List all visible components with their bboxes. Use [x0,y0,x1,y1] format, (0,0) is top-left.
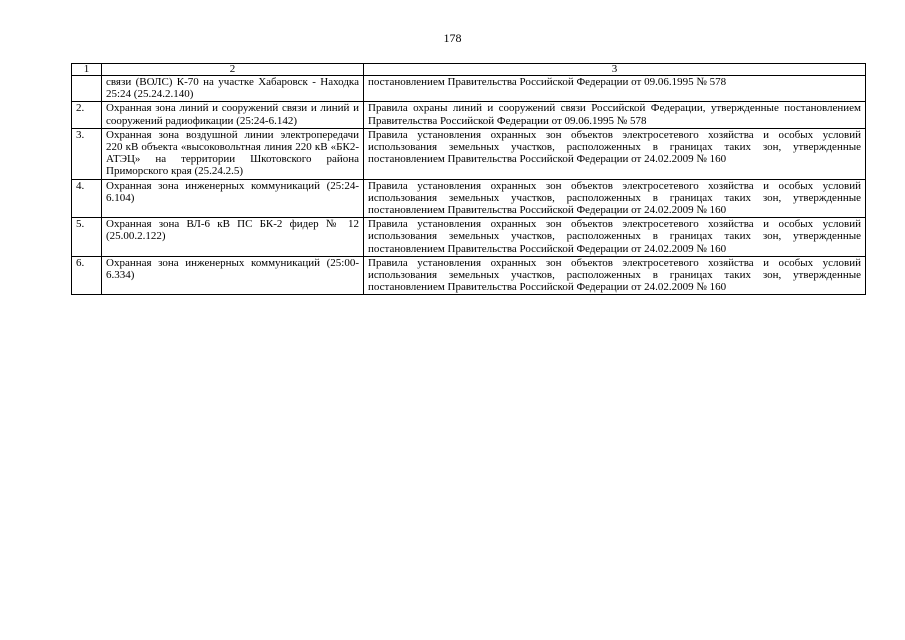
row-number: 4. [72,179,102,218]
table-row [72,256,866,295]
column-header-1: 1 [72,64,102,76]
row-number: 6. [72,256,102,295]
zones-table [71,63,866,295]
zone-name-cell: Охранная зона инженерных коммуникаций (25:24-6.104) [102,179,364,218]
legal-basis-cell: постановлением Правительства Российской Федерации от 09.06.1995 № 578 [364,76,866,102]
table-row [72,218,866,257]
legal-basis-cell: Правила установления охранных зон объектов электросетевого хозяйства и особых условий использования земельных участков, расположенных в границах таких зон, утвержденные постановлением Правительства Российской Федерации от 24.02.2009 № 160 [364,218,866,257]
table-row [72,102,866,128]
zone-name-cell: Охранная зона воздушной линии электропередачи 220 кВ объекта «высоковольтная линия 220 кВ «БК2-АТЭЦ» на территории Шкотовского района Приморского края (25.24.2.5) [102,128,364,179]
row-number [72,76,102,102]
zone-name-cell: связи (ВОЛС) К-70 на участке Хабаровск - Находка 25:24 (25.24.2.140) [102,76,364,102]
zone-name-cell: Охранная зона инженерных коммуникаций (25:00-6.334) [102,256,364,295]
column-header-2: 2 [102,64,364,76]
legal-basis-cell: Правила охраны линий и сооружений связи Российской Федерации, утвержденные постановлением Правительства Российской Федерации от 09.06.1995 № 578 [364,102,866,128]
table-row [72,179,866,218]
row-number: 5. [72,218,102,257]
table-row [72,128,866,179]
table-row [72,76,866,102]
table-header-row [72,64,866,76]
zone-name-cell: Охранная зона линий и сооружений связи и линий и сооружений радиофикации (25:24-6.142) [102,102,364,128]
column-header-3: 3 [364,64,866,76]
row-number: 2. [72,102,102,128]
page-number: 178 [443,31,462,45]
legal-basis-cell: Правила установления охранных зон объектов электросетевого хозяйства и особых условий использования земельных участков, расположенных в границах таких зон, утвержденные постановлением Правительства Российской Федерации от 24.02.2009 № 160 [364,256,866,295]
zone-name-cell: Охранная зона ВЛ-6 кВ ПС БК-2 фидер № 12 (25.00.2.122) [102,218,364,257]
legal-basis-cell: Правила установления охранных зон объектов электросетевого хозяйства и особых условий использования земельных участков, расположенных в границах таких зон, утвержденные постановлением Правительства Российской Федерации от 24.02.2009 № 160 [364,179,866,218]
legal-basis-cell: Правила установления охранных зон объектов электросетевого хозяйства и особых условий использования земельных участков, расположенных в границах таких зон, утвержденные постановлением Правительства Российской Федерации от 24.02.2009 № 160 [364,128,866,179]
row-number: 3. [72,128,102,179]
